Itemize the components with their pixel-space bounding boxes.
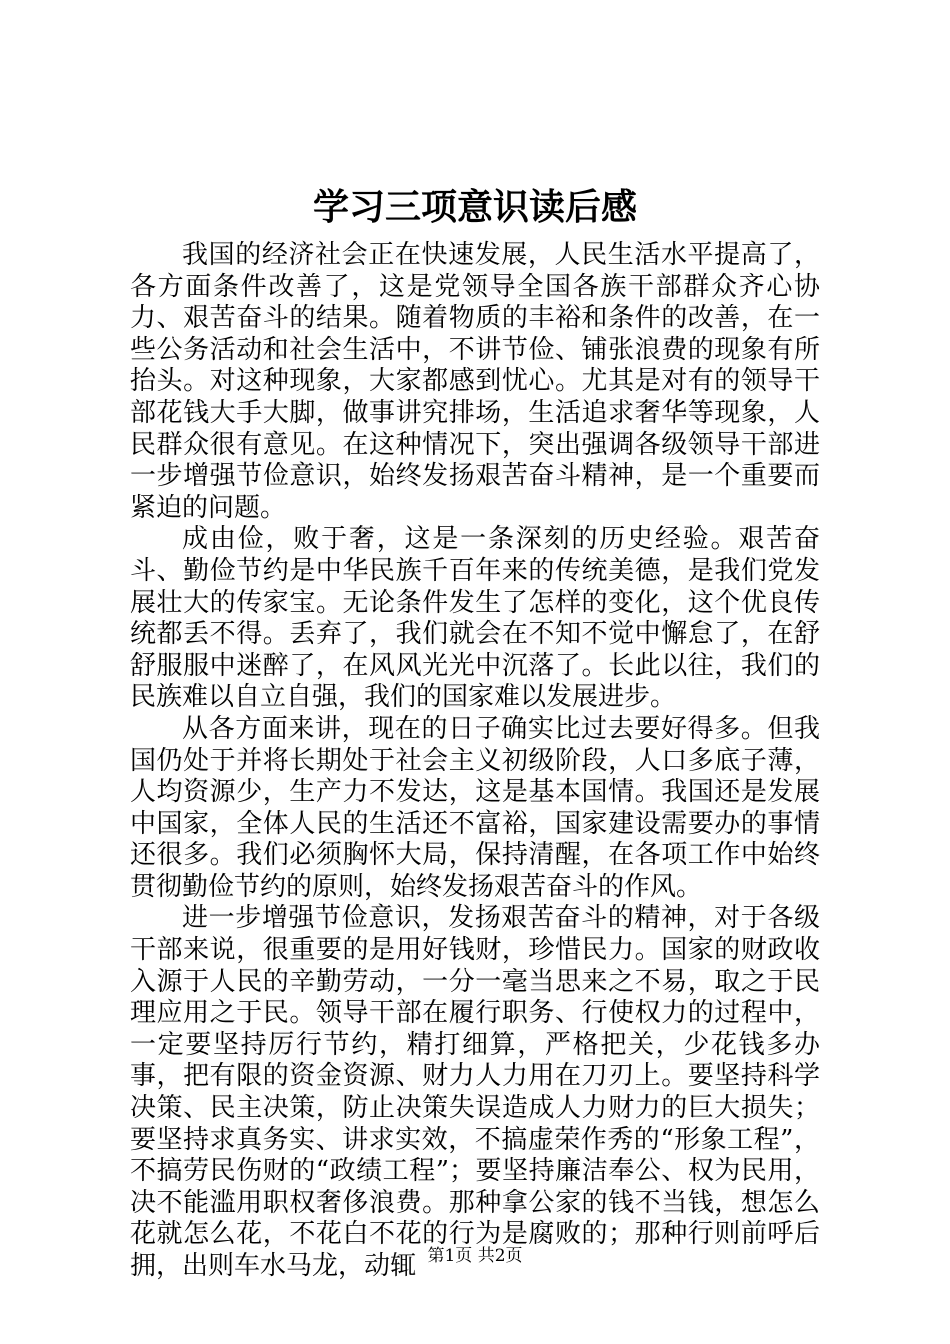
paragraph: 进一步增强节俭意识，发扬艰苦奋斗的精神，对于各级干部来说，很重要的是用好钱财，珍惜民力。国家的财政收入源于人民的辛勤劳动，一分一毫当思来之不易，取之于民理应用之于民。领导干部在履行职务、行使权力的过程中，一定要坚持厉行节约，精打细算，严格把关，少花钱多办事，把有限的资金资源、财力人力用在刀刃上。要坚持科学决策、民主决策，防止决策失误造成人力财力的巨大损失；要坚持求真务实、讲求实效，不搞虚荣作秀的“形象工程”，不搞劳民伤财的“政绩工程”；要坚持廉洁奉公、权为民用，决不能滥用职权奢侈浪费。那种拿公家的钱不当钱，想怎么花就怎么花，不花白不花的行为是腐败的；那种行则前呼后拥，出则车水马龙，动辄: [130, 903, 820, 1281]
document-title: 学习三项意识读后感: [312, 187, 637, 228]
page-number-footer: 第1页 共2页: [427, 1246, 523, 1266]
paragraph: 从各方面来讲，现在的日子确实比过去要好得多。但我国仍处于并将长期处于社会主义初级阶段，人口多底子薄，人均资源少，生产力不发达，这是基本国情。我国还是发展中国家，全体人民的生活还不富裕，国家建设需要办的事情还很多。我们必须胸怀大局，保持清醒，在各项工作中始终贯彻勤俭节约的原则，始终发扬艰苦奋斗的作风。: [130, 713, 820, 902]
paragraph: 我国的经济社会正在快速发展，人民生活水平提高了，各方面条件改善了，这是党领导全国各族干部群众齐心协力、艰苦奋斗的结果。随着物质的丰裕和条件的改善，在一些公务活动和社会生活中，不讲节俭、铺张浪费的现象有所抬头。对这种现象，大家都感到忧心。尤其是对有的领导干部花钱大手大脚，做事讲究排场，生活追求奢华等现象，人民群众很有意见。在这种情况下，突出强调各级领导干部进一步增强节俭意识，始终发扬艰苦奋斗精神，是一个重要而紧迫的问题。: [130, 240, 820, 523]
paragraph: 成由俭，败于奢，这是一条深刻的历史经验。艰苦奋斗、勤俭节约是中华民族千百年来的传统美德，是我们党发展壮大的传家宝。无论条件发生了怎样的变化，这个优良传统都丢不得。丢弃了，我们就会在不知不觉中懈怠了，在舒舒服服中迷醉了，在风风光光中沉落了。长此以往，我们的民族难以自立自强，我们的国家难以发展进步。: [130, 524, 820, 713]
document-body: [130, 240, 820, 1283]
